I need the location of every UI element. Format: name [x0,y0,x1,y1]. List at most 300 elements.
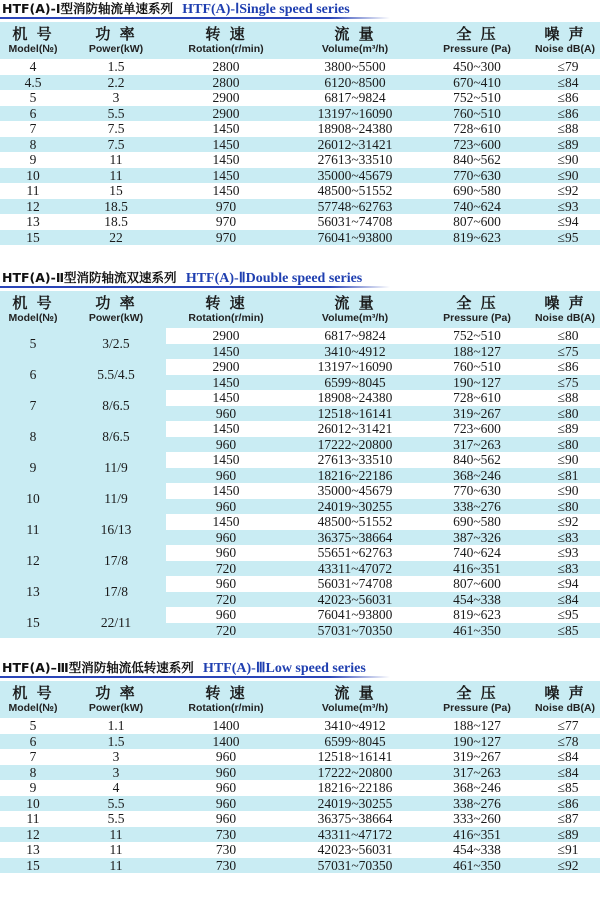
table-row [0,359,600,375]
cell-pressure: 416~351 [424,561,530,577]
cell-rotation: 1450 [166,152,286,168]
cell-pressure: 740~624 [424,545,530,561]
table-row [0,75,600,91]
header-pressure [424,681,530,718]
cell-power: 11 [66,152,166,168]
cell-model: 15 [0,858,66,874]
cell-model: 11 [0,811,66,827]
cell-volume: 76041~93800 [286,607,424,623]
cell-power: 8/6.5 [66,390,166,421]
cell-model: 8 [0,137,66,153]
cell-pressure: 461~350 [424,623,530,639]
cell-volume: 26012~31421 [286,421,424,437]
cell-volume: 27613~33510 [286,452,424,468]
header-noise-cn: 噪 声 [544,294,586,312]
table-row [0,607,600,623]
cell-rotation: 960 [166,530,286,546]
cell-volume: 48500~51552 [286,514,424,530]
cell-noise: ≤95 [530,230,600,246]
cell-model: 10 [0,168,66,184]
cell-volume: 24019~30255 [286,796,424,812]
cell-model: 5 [0,328,66,359]
cell-rotation: 1450 [166,452,286,468]
cell-noise: ≤75 [530,344,600,360]
header-noise [530,291,600,328]
single-speed-title-cn: HTF(A)-Ⅰ型消防轴流单速系列 [2,1,173,16]
cell-rotation: 2900 [166,90,286,106]
cell-pressure: 840~562 [424,452,530,468]
cell-pressure: 728~610 [424,121,530,137]
cell-pressure: 190~127 [424,734,530,750]
cell-volume: 57748~62763 [286,199,424,215]
cell-rotation: 960 [166,749,286,765]
cell-noise: ≤83 [530,530,600,546]
cell-power: 11 [66,168,166,184]
cell-power: 7.5 [66,137,166,153]
cell-power: 5.5 [66,796,166,812]
cell-volume: 57031~70350 [286,858,424,874]
cell-volume: 6599~8045 [286,375,424,391]
cell-power: 3 [66,765,166,781]
cell-pressure: 740~624 [424,199,530,215]
header-power-cn: 功 率 [95,25,137,43]
cell-pressure: 416~351 [424,827,530,843]
header-rotation-en: Rotation(r/min) [188,43,264,55]
cell-model: 7 [0,749,66,765]
table-row [0,390,600,406]
double-speed-title-cn: HTF(A)-Ⅱ型消防轴流双速系列 [2,270,177,285]
table-header-row [0,22,600,59]
header-volume-cn: 流 量 [334,684,376,702]
cell-power: 11 [66,827,166,843]
header-model-cn: 机 号 [12,25,54,43]
table-row [0,718,600,734]
cell-volume: 35000~45679 [286,483,424,499]
table-row [0,576,600,592]
header-pressure-en: Pressure (Pa) [443,43,511,55]
cell-pressure: 770~630 [424,168,530,184]
table-row [0,199,600,215]
cell-noise: ≤94 [530,576,600,592]
header-model-en: Model(№) [8,312,58,324]
cell-rotation: 1450 [166,483,286,499]
cell-pressure: 188~127 [424,344,530,360]
cell-volume: 13197~16090 [286,106,424,122]
cell-volume: 6120~8500 [286,75,424,91]
header-noise-en: Noise dB(A) [534,43,596,55]
header-pressure-en: Pressure (Pa) [443,312,511,324]
cell-rotation: 1450 [166,121,286,137]
cell-model: 5 [0,718,66,734]
cell-power: 1.5 [66,734,166,750]
single-speed-table [0,22,600,245]
header-volume [286,681,424,718]
cell-volume: 76041~93800 [286,230,424,246]
cell-pressure: 450~300 [424,59,530,75]
cell-pressure: 840~562 [424,152,530,168]
title-underline [0,17,330,19]
table-row [0,842,600,858]
cell-model: 4 [0,59,66,75]
cell-volume: 17222~20800 [286,437,424,453]
cell-power: 8/6.5 [66,421,166,452]
header-rotation-en: Rotation(r/min) [188,312,264,324]
cell-noise: ≤89 [530,137,600,153]
cell-power: 3 [66,90,166,106]
cell-noise: ≤84 [530,749,600,765]
table-row [0,827,600,843]
cell-volume: 12518~16141 [286,749,424,765]
cell-volume: 42023~56031 [286,592,424,608]
cell-pressure: 319~267 [424,406,530,422]
cell-rotation: 2900 [166,359,286,375]
cell-model: 6 [0,106,66,122]
table-row [0,545,600,561]
header-power-cn: 功 率 [95,294,137,312]
cell-pressure: 454~338 [424,842,530,858]
cell-power: 11 [66,858,166,874]
header-pressure-en: Pressure (Pa) [443,702,511,714]
cell-model: 13 [0,842,66,858]
cell-rotation: 960 [166,406,286,422]
cell-rotation: 960 [166,499,286,515]
single-speed-title-en: HTF(A)-ⅠSingle speed series [182,2,350,17]
cell-volume: 36375~38664 [286,530,424,546]
cell-rotation: 1400 [166,734,286,750]
cell-volume: 3410~4912 [286,718,424,734]
cell-volume: 6599~8045 [286,734,424,750]
cell-pressure: 760~510 [424,359,530,375]
cell-noise: ≤88 [530,390,600,406]
cell-volume: 56031~74708 [286,214,424,230]
cell-noise: ≤75 [530,375,600,391]
cell-rotation: 720 [166,623,286,639]
cell-power: 18.5 [66,214,166,230]
cell-volume: 48500~51552 [286,183,424,199]
cell-model: 4.5 [0,75,66,91]
cell-noise: ≤93 [530,199,600,215]
cell-volume: 3410~4912 [286,344,424,360]
cell-volume: 17222~20800 [286,765,424,781]
table-row [0,483,600,499]
cell-model: 10 [0,483,66,514]
low-speed-title [0,659,600,681]
header-power-en: Power(kW) [88,43,144,55]
header-rotation [166,291,286,328]
cell-noise: ≤81 [530,468,600,484]
cell-volume: 43311~47172 [286,827,424,843]
cell-noise: ≤84 [530,75,600,91]
cell-rotation: 730 [166,858,286,874]
low-speed-title-en: HTF(A)-ⅢLow speed series [202,661,366,676]
cell-noise: ≤86 [530,359,600,375]
table-row [0,214,600,230]
double-speed-section [0,269,600,659]
header-rotation-en: Rotation(r/min) [188,702,264,714]
header-pressure-cn: 全 压 [456,684,498,702]
table-row [0,421,600,437]
table-row [0,121,600,137]
cell-model: 9 [0,452,66,483]
cell-power: 5.5 [66,811,166,827]
cell-rotation: 960 [166,576,286,592]
cell-power: 1.1 [66,718,166,734]
cell-rotation: 2800 [166,75,286,91]
header-noise-en: Noise dB(A) [534,702,596,714]
cell-pressure: 770~630 [424,483,530,499]
cell-power: 17/8 [66,545,166,576]
header-volume-cn: 流 量 [334,25,376,43]
cell-rotation: 960 [166,468,286,484]
header-model-cn: 机 号 [12,684,54,702]
cell-noise: ≤79 [530,59,600,75]
cell-rotation: 730 [166,827,286,843]
cell-model: 11 [0,514,66,545]
cell-volume: 55651~62763 [286,545,424,561]
double-speed-table [0,291,600,638]
table-row [0,858,600,874]
cell-rotation: 2900 [166,328,286,344]
cell-noise: ≤88 [530,121,600,137]
cell-pressure: 368~246 [424,468,530,484]
cell-pressure: 728~610 [424,390,530,406]
cell-pressure: 190~127 [424,375,530,391]
header-rotation [166,681,286,718]
header-pressure [424,22,530,59]
cell-model: 7 [0,121,66,137]
cell-model: 13 [0,214,66,230]
cell-volume: 57031~70350 [286,623,424,639]
low-speed-table [0,681,600,873]
cell-pressure: 333~260 [424,811,530,827]
cell-rotation: 720 [166,592,286,608]
cell-volume: 27613~33510 [286,152,424,168]
cell-noise: ≤90 [530,452,600,468]
cell-rotation: 1450 [166,344,286,360]
cell-rotation: 960 [166,437,286,453]
cell-noise: ≤86 [530,90,600,106]
header-model-cn: 机 号 [12,294,54,312]
table-row [0,183,600,199]
header-volume [286,291,424,328]
cell-model: 15 [0,230,66,246]
cell-noise: ≤85 [530,623,600,639]
low-speed-title-cn: HTF(A)–Ⅲ型消防轴流低转速系列 [2,660,194,675]
cell-noise: ≤89 [530,421,600,437]
cell-pressure: 670~410 [424,75,530,91]
double-speed-title-en: HTF(A)-ⅡDouble speed series [185,271,363,286]
table-row [0,811,600,827]
header-model-en: Model(№) [8,702,58,714]
cell-noise: ≤93 [530,545,600,561]
cell-power: 7.5 [66,121,166,137]
cell-power: 15 [66,183,166,199]
cell-pressure: 461~350 [424,858,530,874]
header-volume-en: Volume(m³/h) [321,702,389,714]
cell-rotation: 1450 [166,514,286,530]
cell-pressure: 752~510 [424,328,530,344]
cell-pressure: 319~267 [424,749,530,765]
table-row [0,328,600,344]
cell-model: 12 [0,545,66,576]
cell-volume: 13197~16090 [286,359,424,375]
cell-rotation: 960 [166,811,286,827]
cell-rotation: 960 [166,765,286,781]
cell-pressure: 690~580 [424,514,530,530]
title-underline [0,286,330,288]
cell-rotation: 1450 [166,375,286,391]
cell-noise: ≤80 [530,328,600,344]
cell-power: 1.5 [66,59,166,75]
cell-rotation: 730 [166,842,286,858]
header-pressure-cn: 全 压 [456,294,498,312]
cell-power: 3/2.5 [66,328,166,359]
cell-rotation: 720 [166,561,286,577]
cell-volume: 6817~9824 [286,328,424,344]
cell-power: 16/13 [66,514,166,545]
cell-noise: ≤91 [530,842,600,858]
table-row [0,137,600,153]
cell-model: 12 [0,827,66,843]
cell-pressure: 752~510 [424,90,530,106]
table-row [0,765,600,781]
header-rotation [166,22,286,59]
cell-model: 5 [0,90,66,106]
table-row [0,780,600,796]
cell-rotation: 960 [166,780,286,796]
cell-rotation: 960 [166,796,286,812]
cell-volume: 56031~74708 [286,576,424,592]
cell-rotation: 1450 [166,168,286,184]
cell-noise: ≤80 [530,406,600,422]
cell-noise: ≤86 [530,106,600,122]
cell-volume: 12518~16141 [286,406,424,422]
cell-pressure: 807~600 [424,576,530,592]
header-power-en: Power(kW) [88,702,144,714]
cell-rotation: 2800 [166,59,286,75]
cell-noise: ≤89 [530,827,600,843]
cell-pressure: 760~510 [424,106,530,122]
cell-model: 11 [0,183,66,199]
cell-model: 12 [0,199,66,215]
cell-power: 22/11 [66,607,166,638]
cell-pressure: 723~600 [424,137,530,153]
cell-rotation: 970 [166,214,286,230]
cell-volume: 3800~5500 [286,59,424,75]
cell-volume: 6817~9824 [286,90,424,106]
cell-noise: ≤80 [530,437,600,453]
double-speed-title [0,269,600,291]
header-volume [286,22,424,59]
cell-pressure: 454~338 [424,592,530,608]
table-row [0,90,600,106]
cell-noise: ≤80 [530,499,600,515]
cell-power: 11/9 [66,452,166,483]
header-noise [530,22,600,59]
cell-pressure: 690~580 [424,183,530,199]
cell-noise: ≤78 [530,734,600,750]
header-pressure-cn: 全 压 [456,25,498,43]
cell-model: 15 [0,607,66,638]
single-speed-title [0,0,600,22]
cell-rotation: 1450 [166,183,286,199]
cell-pressure: 317~263 [424,437,530,453]
title-underline [0,676,330,678]
header-noise-en: Noise dB(A) [534,312,596,324]
cell-rotation: 1450 [166,390,286,406]
cell-pressure: 807~600 [424,214,530,230]
header-noise [530,681,600,718]
cell-model: 6 [0,359,66,390]
cell-pressure: 368~246 [424,780,530,796]
cell-rotation: 1450 [166,421,286,437]
table-row [0,106,600,122]
cell-model: 9 [0,152,66,168]
cell-noise: ≤94 [530,214,600,230]
cell-noise: ≤85 [530,780,600,796]
cell-noise: ≤84 [530,765,600,781]
cell-power: 3 [66,749,166,765]
cell-noise: ≤92 [530,858,600,874]
cell-noise: ≤95 [530,607,600,623]
cell-volume: 35000~45679 [286,168,424,184]
table-row [0,452,600,468]
header-power-en: Power(kW) [88,312,144,324]
cell-noise: ≤90 [530,152,600,168]
cell-volume: 24019~30255 [286,499,424,515]
header-power [66,681,166,718]
cell-noise: ≤84 [530,592,600,608]
cell-noise: ≤92 [530,183,600,199]
cell-model: 10 [0,796,66,812]
cell-pressure: 387~326 [424,530,530,546]
header-rotation-cn: 转 速 [205,684,247,702]
cell-volume: 43311~47072 [286,561,424,577]
table-row [0,59,600,75]
table-row [0,749,600,765]
cell-volume: 36375~38664 [286,811,424,827]
table-row [0,734,600,750]
header-model [0,22,66,59]
header-power [66,291,166,328]
table-row [0,152,600,168]
table-header-row [0,291,600,328]
cell-volume: 26012~31421 [286,137,424,153]
cell-rotation: 960 [166,607,286,623]
header-volume-en: Volume(m³/h) [321,312,389,324]
header-rotation-cn: 转 速 [205,294,247,312]
header-pressure [424,291,530,328]
cell-pressure: 723~600 [424,421,530,437]
cell-model: 9 [0,780,66,796]
header-model-en: Model(№) [8,43,58,55]
cell-power: 17/8 [66,576,166,607]
cell-power: 18.5 [66,199,166,215]
cell-model: 8 [0,421,66,452]
cell-noise: ≤90 [530,483,600,499]
cell-rotation: 970 [166,199,286,215]
low-speed-section [0,659,600,897]
cell-pressure: 819~623 [424,607,530,623]
cell-noise: ≤83 [530,561,600,577]
cell-volume: 18216~22186 [286,780,424,796]
header-volume-en: Volume(m³/h) [321,43,389,55]
cell-power: 22 [66,230,166,246]
cell-model: 7 [0,390,66,421]
cell-rotation: 970 [166,230,286,246]
cell-rotation: 1450 [166,137,286,153]
header-model [0,681,66,718]
